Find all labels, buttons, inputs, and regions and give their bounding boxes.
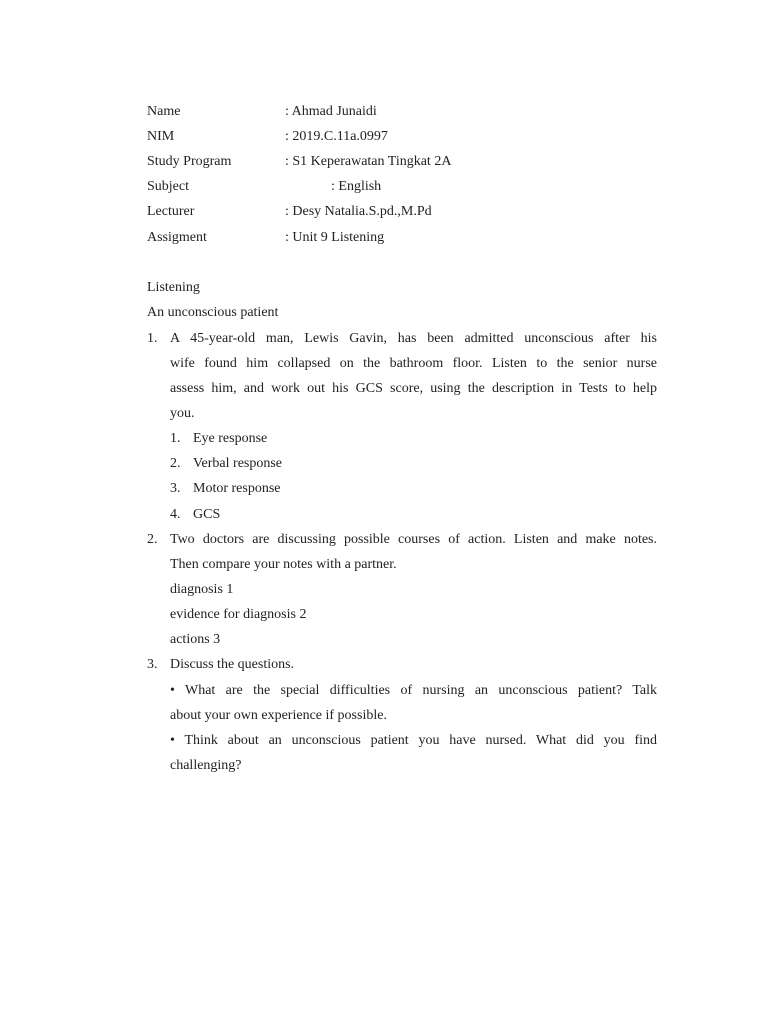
q2-note-3: actions 3	[170, 632, 221, 647]
q1-line-3: assess him, and work out his GCS score, using the description in Tests to help	[170, 381, 657, 396]
q1-subitem-1-text: Eye response	[193, 431, 268, 446]
lecturer-value: : Desy Natalia.S.pd.,M.Pd	[285, 204, 432, 219]
q3-number: 3.	[147, 657, 158, 672]
q1-line-4: you.	[170, 406, 195, 421]
q3-text: Discuss the questions.	[170, 657, 295, 672]
lecturer-label: Lecturer	[147, 204, 195, 219]
assignment-value: : Unit 9 Listening	[285, 230, 385, 245]
q3-bullet-2-line-1: • Think about an unconscious patient you have nursed. What did you find	[170, 733, 657, 748]
subject-value: : English	[331, 179, 382, 194]
q1-line-2: wife found him collapsed on the bathroom floor. Listen to the senior nurse	[170, 356, 657, 371]
assignment-label: Assigment	[147, 230, 207, 245]
q2-number: 2.	[147, 532, 158, 547]
q2-note-1: diagnosis 1	[170, 582, 234, 597]
q1-subitem-2-number: 2.	[170, 456, 181, 471]
program-value: : S1 Keperawatan Tingkat 2A	[285, 154, 452, 169]
q1-subitem-3-number: 3.	[170, 481, 181, 496]
program-label: Study Program	[147, 154, 232, 169]
name-label: Name	[147, 104, 181, 119]
section-subtitle: An unconscious patient	[147, 305, 279, 320]
q1-subitem-1-number: 1.	[170, 431, 181, 446]
q1-subitem-4-text: GCS	[193, 507, 221, 522]
nim-label: NIM	[147, 129, 175, 144]
q1-subitem-2-text: Verbal response	[193, 456, 283, 471]
section-title: Listening	[147, 280, 200, 295]
q1-subitem-4-number: 4.	[170, 507, 181, 522]
q2-note-2: evidence for diagnosis 2	[170, 607, 307, 622]
q1-subitem-3-text: Motor response	[193, 481, 281, 496]
name-value: : Ahmad Junaidi	[285, 104, 377, 119]
q3-bullet-1-line-2: about your own experience if possible.	[170, 708, 387, 723]
subject-label: Subject	[147, 179, 189, 194]
q3-bullet-1-line-1: • What are the special difficulties of nursing an unconscious patient? Talk	[170, 683, 657, 698]
q2-line-1: Two doctors are discussing possible courses of action. Listen and make notes.	[170, 532, 657, 547]
q2-line-2: Then compare your notes with a partner.	[170, 557, 397, 572]
q1-number: 1.	[147, 331, 158, 346]
nim-value: : 2019.C.11a.0997	[285, 129, 388, 144]
q3-bullet-2-line-2: challenging?	[170, 758, 242, 773]
q1-line-1: A 45-year-old man, Lewis Gavin, has been admitted unconscious after his	[170, 331, 657, 346]
